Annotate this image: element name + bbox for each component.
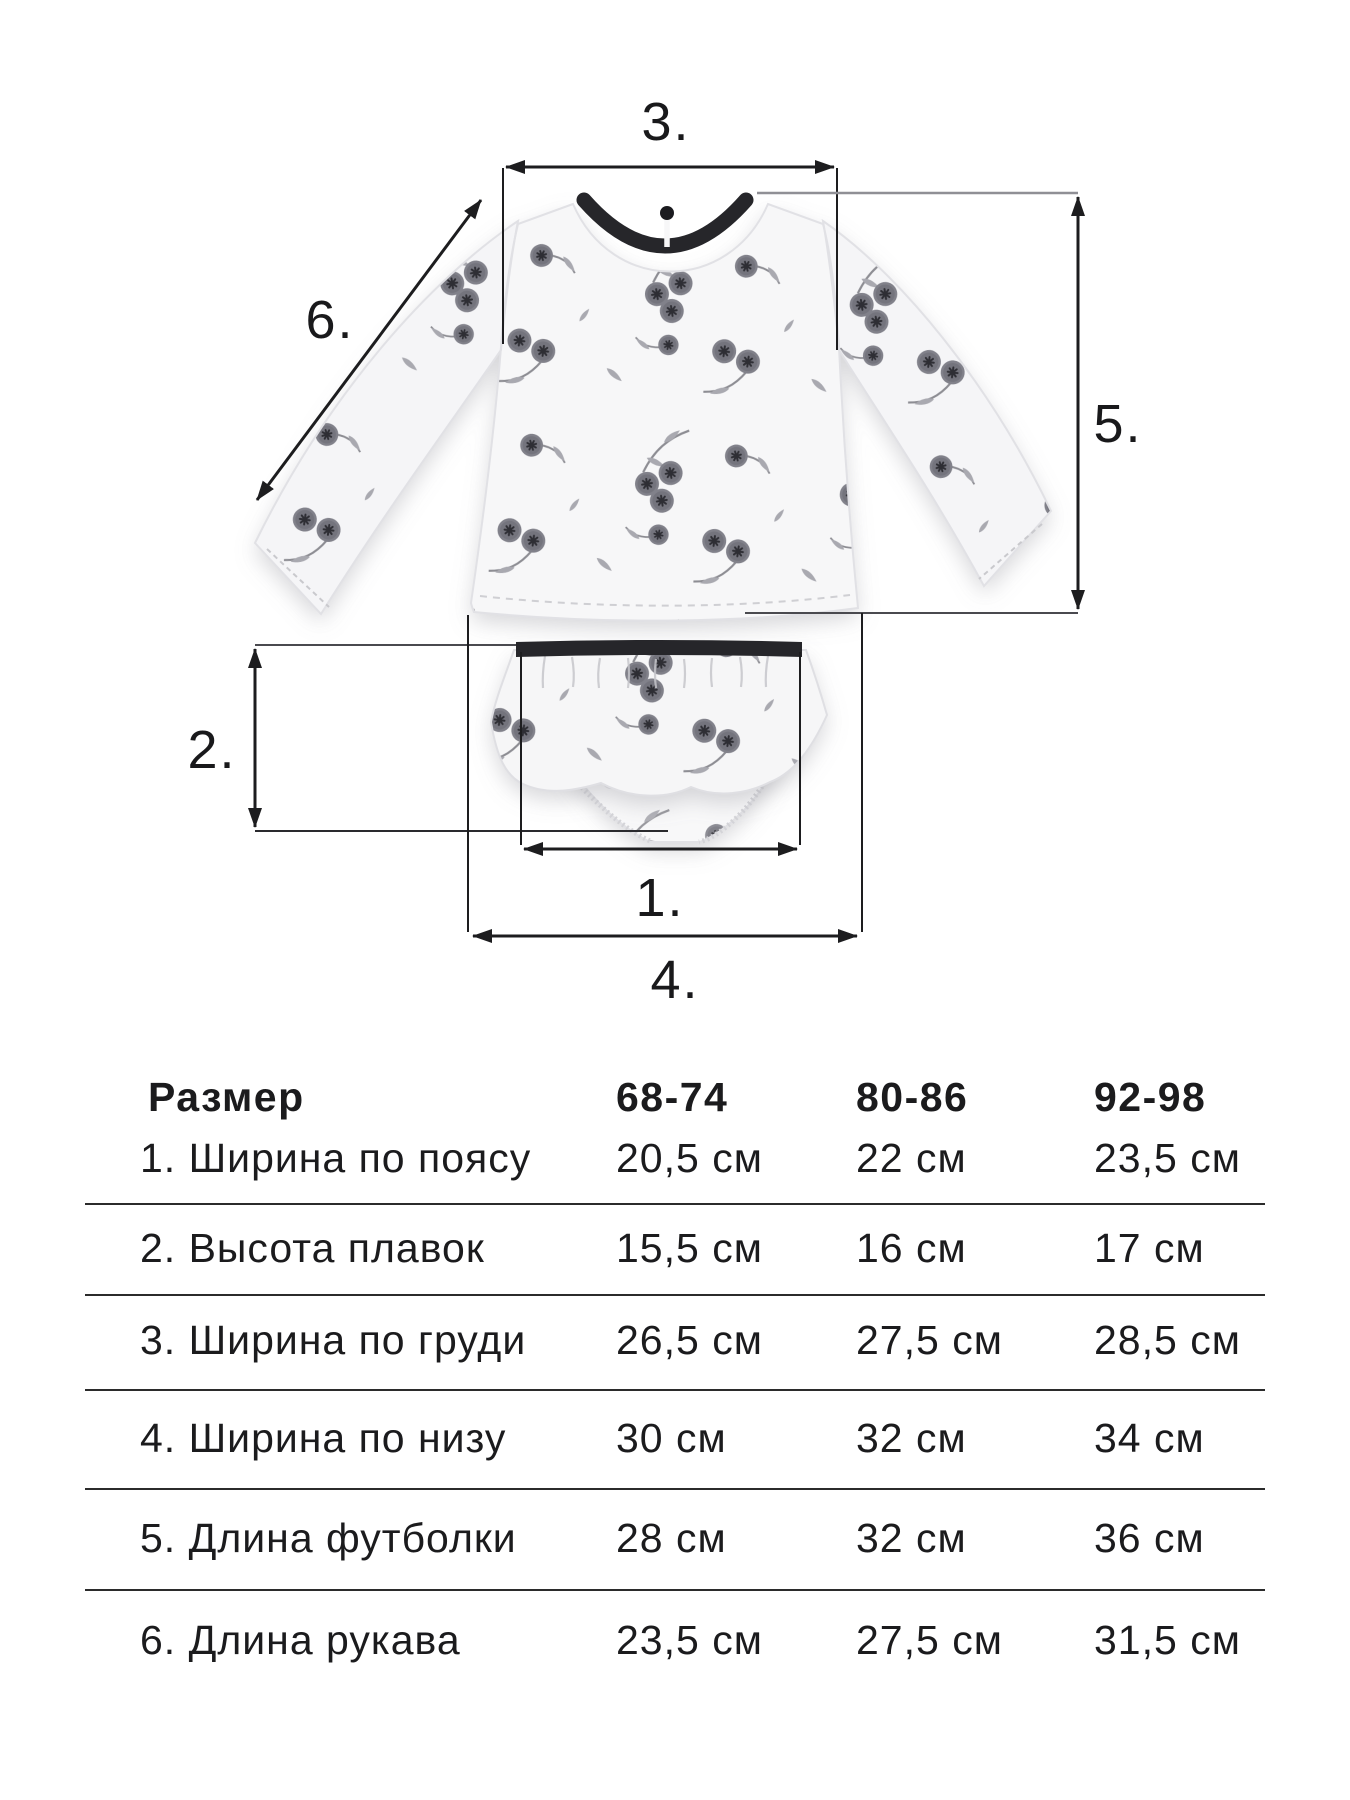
column-header-size: Размер <box>148 1074 305 1120</box>
column-header-68-74: 68-74 <box>616 1074 729 1120</box>
table-row <box>0 1408 1350 1468</box>
value-80-86: 16 см <box>856 1225 967 1271</box>
value-68-74: 30 см <box>616 1415 727 1461</box>
dim-label-2: 2. <box>187 720 237 780</box>
value-80-86: 32 см <box>856 1515 967 1561</box>
column-header-80-86: 80-86 <box>856 1074 969 1120</box>
value-80-86: 32 см <box>856 1415 967 1461</box>
value-80-86: 27,5 см <box>856 1317 1003 1363</box>
value-68-74: 15,5 см <box>616 1225 763 1271</box>
measurement-name: 3. Ширина по груди <box>140 1317 527 1363</box>
dim-label-5: 5. <box>1093 394 1143 454</box>
measurement-name: 2. Высота плавок <box>140 1225 485 1271</box>
dim-label-1: 1. <box>635 868 685 928</box>
value-68-74: 20,5 см <box>616 1135 763 1181</box>
table-row <box>0 1218 1350 1278</box>
dim-label-3: 3. <box>641 92 691 152</box>
measurement-name: 5. Длина футболки <box>140 1515 517 1561</box>
value-92-98: 28,5 см <box>1094 1317 1241 1363</box>
table-row <box>0 1508 1350 1568</box>
value-68-74: 23,5 см <box>616 1617 763 1663</box>
measurement-name: 6. Длина рукава <box>140 1617 461 1663</box>
value-68-74: 26,5 см <box>616 1317 763 1363</box>
value-80-86: 22 см <box>856 1135 967 1181</box>
value-92-98: 31,5 см <box>1094 1617 1241 1663</box>
value-92-98: 23,5 см <box>1094 1135 1241 1181</box>
value-80-86: 27,5 см <box>856 1617 1003 1663</box>
table-row <box>0 1310 1350 1370</box>
value-92-98: 36 см <box>1094 1515 1205 1561</box>
measurement-name: 1. Ширина по поясу <box>140 1135 532 1181</box>
row-divider <box>85 1203 1265 1205</box>
row-divider <box>85 1389 1265 1391</box>
column-header-92-98: 92-98 <box>1094 1074 1207 1120</box>
value-68-74: 28 см <box>616 1515 727 1561</box>
value-92-98: 17 см <box>1094 1225 1205 1271</box>
value-92-98: 34 см <box>1094 1415 1205 1461</box>
dim-label-6: 6. <box>305 290 355 350</box>
table-row <box>0 1128 1350 1188</box>
measurement-name: 4. Ширина по низу <box>140 1415 507 1461</box>
dim-label-4: 4. <box>650 950 700 1010</box>
row-divider <box>85 1294 1265 1296</box>
row-divider <box>85 1589 1265 1591</box>
table-header-row <box>0 1067 1350 1127</box>
table-row <box>0 1610 1350 1670</box>
row-divider <box>85 1488 1265 1490</box>
